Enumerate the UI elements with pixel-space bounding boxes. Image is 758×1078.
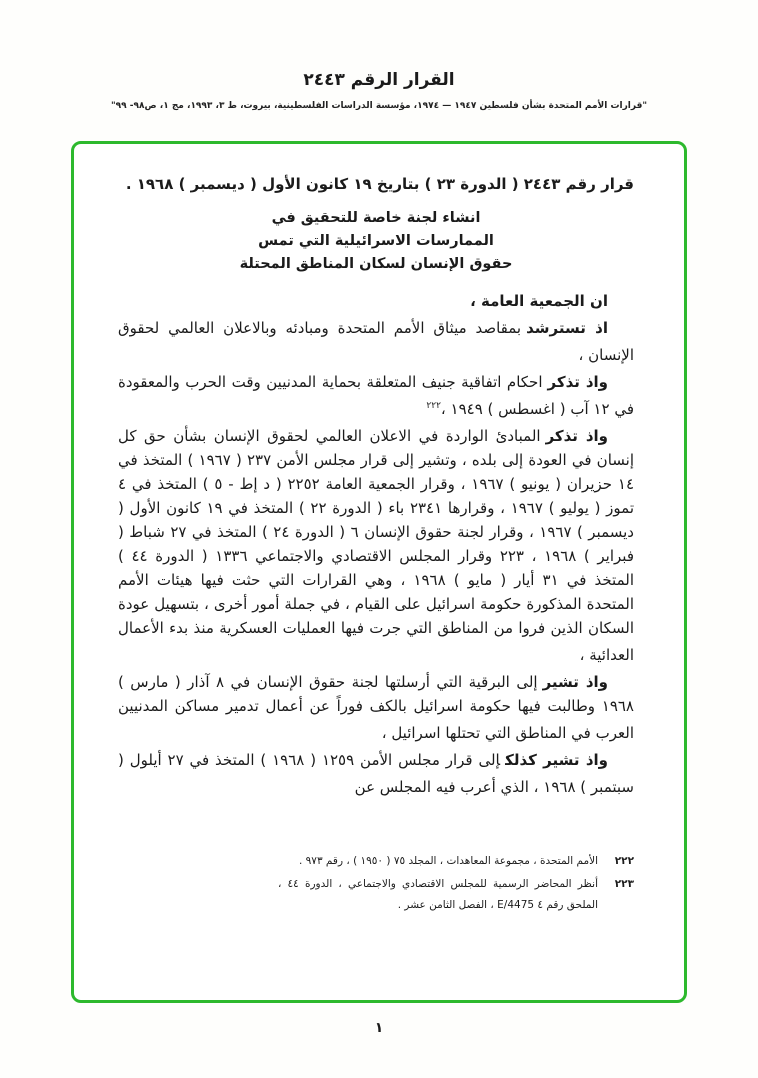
- paragraph: [118, 670, 634, 745]
- paragraph: [118, 424, 634, 667]
- heading-line-2: الممارسات الاسرائيلية التي تمس: [258, 233, 494, 249]
- resolution-intro: قرار رقم ٢٤٤٣ ( الدورة ٢٣ ) بتاريخ ١٩ كانون الأول ( ديسمبر ) ١٩٦٨ .: [125, 175, 634, 193]
- paragraph-text: المبادئ الواردة في الاعلان العالمي لحقوق الإنسان بشأن حق كل إنسان في العودة إلى بلده ، وتشير إلى قرار مجلس الأمن ٢٣٧ ( ١٩٦٧ ) المتخذ في ١٤ حزيران ( يونيو ) ١٩٦٧ ، وقرار الجمعية العامة ٢٢٥٢ ( د إط - ٥ ) المتخذ في ٤ تموز ( يوليو ) ١٩٦٧ ، وقرارها ٢٣٤١ باء ( الدورة ٢٢ ) المتخذ في ١٩ كانون الأول ( ديسمبر ) ١٩٦٧ ، وقرار لجنة حقوق الإنسان ٦ ( الدورة ٢٤ ) المتخذ في ٢٧ شباط ( فبراير ) ١٩٦٨ ، ٢٢٣ وقرار المجلس الاقتصادي والاجتماعي ١٣٣٦ ( الدورة ٤٤ ) المتخذ في ٣١ أيار ( مايو ) ١٩٦٨ ، وهي القرارات التي حثت فيها هيئات الأمم المتحدة المذكورة حكومة اسرائيل على القيام ، في جملة أمور أخرى ، بتسهيل عودة السكان الذين فروا من المناطق التي جرت فيها العمليات العسكرية منذ بدء الأعمال العدائية ،: [118, 427, 635, 664]
- page-number: ١: [374, 1020, 384, 1036]
- paragraph-text: احكام اتفاقية جنيف المتعلقة بحماية المدنيين وقت الحرب والمعقودة في ١٢ آب ( اغسطس ) ١٩٤٩ ،: [118, 373, 634, 418]
- document-frame: [71, 141, 687, 1003]
- paragraph: [118, 370, 634, 421]
- page-title: القرار الرقم ٢٤٤٣: [303, 70, 455, 90]
- opening-phrase: ان الجمعية العامة ،: [470, 292, 608, 310]
- resolution-heading: [118, 207, 634, 276]
- paragraph-lead: واذ تشير كذلك: [505, 751, 608, 769]
- footnote: [278, 851, 634, 872]
- paragraph-text: إلى قرار مجلس الأمن ١٢٥٩ ( ١٩٦٨ ) المتخذ في ٢٧ أيلول ( سبتمبر ) ١٩٦٨ ، الذي أعرب فيه المجلس عن: [118, 751, 634, 796]
- source-citation: "قرارات الأمم المتحدة بشأن فلسطين ١٩٤٧ — ١٩٧٤، مؤسسة الدراسات الفلسطينية، بيروت، ط ٣، ١٩٩٣، مج ١، ص٩٨- ٩٩": [110, 101, 648, 111]
- paragraph-text: بمقاصد ميثاق الأمم المتحدة ومبادئه وبالاعلان العالمي لحقوق الإنسان ،: [118, 319, 634, 364]
- paragraph: [118, 316, 634, 367]
- footnote: [278, 874, 634, 916]
- paragraph: [118, 748, 634, 799]
- paragraph-lead: واذ تذكر: [545, 427, 608, 445]
- footnote-number: ٢٢٣: [614, 878, 634, 890]
- footnote-marker: ٢٢٢: [426, 401, 441, 411]
- footnote-number: ٢٢٢: [614, 855, 634, 867]
- paragraph-lead: واذ تذكر: [547, 373, 608, 391]
- footnotes-block: [278, 849, 634, 916]
- paragraph-lead: واذ تشير: [542, 673, 608, 691]
- heading-line-3: حقوق الإنسان لسكان المناطق المحتلة: [239, 256, 513, 272]
- footnote-text: الأمم المتحدة ، مجموعة المعاهدات ، المجلد ٧٥ ( ١٩٥٠ ) ، رقم ٩٧٣ .: [298, 855, 598, 867]
- paragraph-lead: اذ تسترشد: [526, 319, 608, 337]
- heading-line-1: انشاء لجنة خاصة للتحقيق في: [271, 210, 481, 226]
- paragraph-text: إلى البرقية التي أرسلتها لجنة حقوق الإنسان في ٨ آذار ( مارس ) ١٩٦٨ وطالبت فيها حكومة اسرائيل بالكف فوراً عن أعمال تدمير مساكن المدنيين العرب في المناطق التي تحتلها اسرائيل ،: [118, 673, 634, 742]
- footnote-text: أنظر المحاضر الرسمية للمجلس الاقتصادي والاجتماعي ، الدورة ٤٤ ، الملحق رقم ٤ E/4475 ، الفصل الثامن عشر .: [278, 878, 598, 911]
- page-header: [0, 0, 758, 111]
